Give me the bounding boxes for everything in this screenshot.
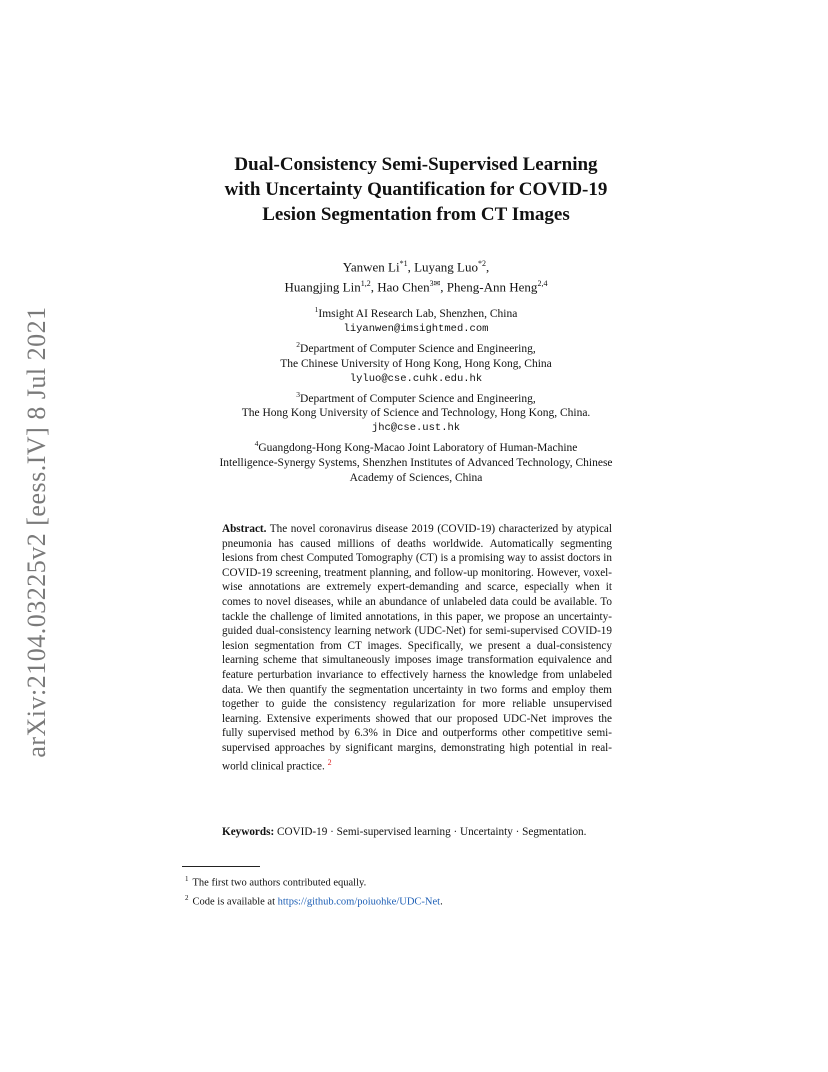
keywords-text: COVID-19 · Semi-supervised learning · Uncertainty · Segmentation. (277, 826, 587, 838)
affiliation-1: Imsight AI Research Lab, Shenzhen, China (318, 307, 518, 320)
affiliation-4-line-2: Intelligence-Synergy Systems, Shenzhen Institutes of Advanced Technology, Chinese (219, 457, 613, 470)
footnote-2-reference-link[interactable]: 2 (327, 757, 332, 767)
footnote-1 (185, 872, 625, 891)
affiliation-3-line-2: The Hong Kong University of Science and Technology, Hong Kong, China. (241, 407, 591, 420)
affil-number: 3 (296, 389, 301, 399)
affiliation-2-line-2: The Chinese University of Hong Kong, Hong Kong, China (280, 357, 552, 370)
author-name: Luyang Luo (414, 259, 478, 275)
affiliation-4-line-3: Academy of Sciences, China (349, 472, 483, 485)
abstract-text: The novel coronavirus disease 2019 (COVID-19) characterized by atypical pneumonia has caused millions of deaths worldwide. Automatically segmenting lesions from chest Computed Tomography (CT) is a promising way to assist doctors in COVID-19 screening, treatment planning, and follow-up monitoring. However, voxel-wise annotations are extremely expert-demanding and scarce, especially when it comes to novel diseases, while an abundance of unlabeled data could be available. To tackle the challenge of limited annotations, in this paper, we propose an uncertainty-guided dual-consistency learning network (UDC-Net) for semi-supervised COVID-19 lesion segmentation from CT images. Specifically, we present a dual-consistency learning scheme that simultaneously imposes image transformation equivalence and feature perturbation invariance to effectively harness the knowledge from unlabeled data. We then quantify the segmentation uncertainty in two forms and employ them together to guide the consistency regularization for more reliable unsupervised learning. Extensive experiments showed that our proposed UDC-Net improves the fully supervised method by 6.3% in Dice and outperforms other competitive semi-supervised approaches by significant margins, demonstrating high potential in real-world clinical practice. (222, 523, 612, 773)
footnotes (185, 872, 625, 909)
author-name: Huangjing Lin (284, 279, 361, 295)
title-line-2: with Uncertainty Quantification for COVID-19 (224, 179, 608, 200)
author-list: Yanwen Li$^{*1}$, Luyang Luo$^{*2}$, Huangjing Lin$^{1,2}$, Hao Chen$^{3✉}$, Pheng-Ann Heng$^{2,4}$ (284, 259, 548, 295)
author-mark: *2 (477, 259, 486, 268)
author-mark: *1 (399, 259, 408, 268)
affiliation-4-line-1: Guangdong-Hong Kong-Macao Joint Laboratory of Human-Machine (258, 442, 578, 455)
title-line-3: Lesion Segmentation from CT Images (262, 204, 570, 225)
author-name: Pheng-Ann Heng (446, 279, 538, 295)
author-mark: 3✉ (429, 279, 441, 289)
footnote-2-prefix: Code is available at (192, 896, 276, 907)
affil-number: 1 (314, 305, 319, 314)
affiliation-3-line-1: Department of Computer Science and Engineering, (300, 392, 536, 405)
keywords-label: Keywords: (222, 826, 275, 838)
email-3: jhc@cse.ust.hk (371, 422, 461, 435)
email-2: lyluo@cse.cuhk.edu.hk (349, 372, 483, 385)
footnote-number: 1 (185, 875, 189, 883)
title-line-1: Dual-Consistency Semi-Supervised Learning (234, 154, 598, 175)
paper-title (150, 152, 682, 227)
footnote-divider (182, 866, 260, 867)
affiliation-2-line-1: Department of Computer Science and Engineering, (300, 342, 536, 355)
affil-number: 2 (296, 339, 301, 349)
footnote-2 (185, 891, 625, 910)
author-mark: 1,2 (360, 279, 371, 289)
abstract (222, 522, 612, 774)
footnote-1-text: The first two authors contributed equally. (192, 877, 367, 889)
footnote-2-suffix: . (440, 896, 443, 907)
code-repository-link[interactable]: https://github.com/poiuohke/UDC-Net (277, 896, 441, 907)
arxiv-identifier-text: arXiv:2104.03225v2 [eess.IV] 8 Jul 2021 (22, 306, 51, 758)
arxiv-identifier-stamp (20, 302, 54, 762)
email-1: liyanwen@imsightmed.com (343, 322, 489, 335)
abstract-label: Abstract. (222, 523, 267, 535)
affiliations (160, 302, 672, 486)
author-name: Yanwen Li (342, 259, 400, 275)
affil-number: 4 (254, 439, 259, 449)
author-mark: 2,4 (537, 279, 548, 289)
author-name: Hao Chen (377, 279, 430, 295)
keywords (222, 825, 612, 840)
footnote-number: 2 (185, 893, 189, 902)
